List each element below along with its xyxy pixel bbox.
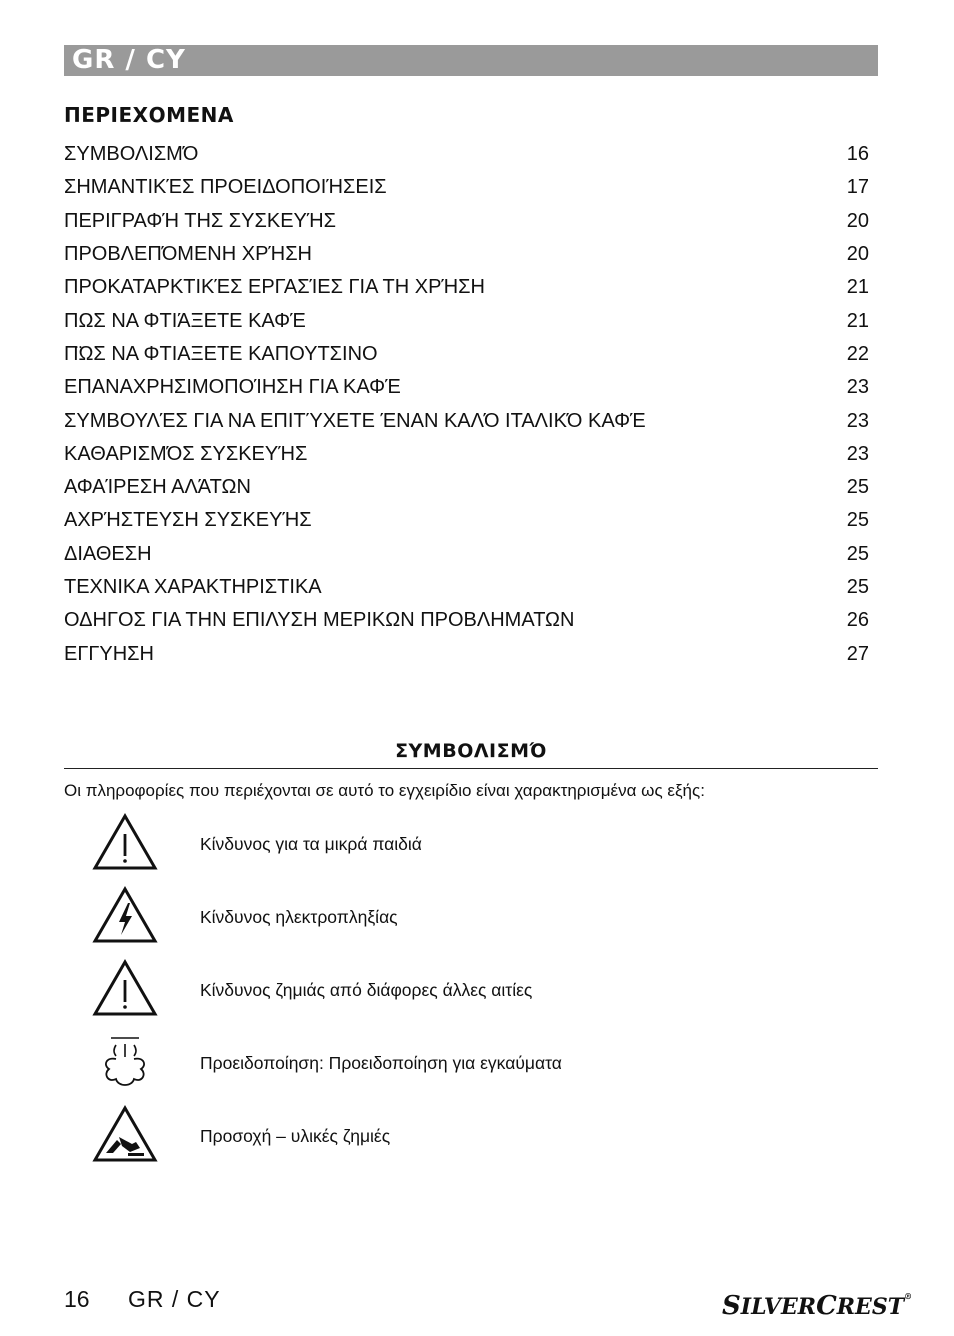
toc-entry[interactable] <box>64 138 869 171</box>
symbols-intro: Οι πληροφορίες που περιέχονται σε αυτό το εγχειρίδιο είναι χαρακτηρισμένα ως εξής: <box>64 781 705 800</box>
toc-entry[interactable] <box>64 304 869 337</box>
toc-entry[interactable] <box>64 471 869 504</box>
toc-entry-page: 23 <box>846 376 869 399</box>
language-label: GR / CY <box>72 45 186 75</box>
toc-title: ΠΕΡΙΕΧΟΜΕΝΑ <box>64 103 234 127</box>
toc-entry[interactable] <box>64 404 869 437</box>
brand-initial-c: C <box>816 1291 837 1321</box>
toc-entry[interactable] <box>64 637 869 670</box>
toc-entry[interactable] <box>64 171 869 204</box>
toc-entry[interactable] <box>64 504 869 537</box>
symbol-description: Κίνδυνος ζημιάς από διάφορες άλλες αιτίες <box>200 980 533 1000</box>
language-header-bar <box>64 45 878 76</box>
toc-entry-page: 20 <box>846 209 869 232</box>
toc-entry-label: ΣΥΜΒΟΛΙΣΜΌ <box>64 143 199 166</box>
toc-entry-page: 23 <box>846 442 869 465</box>
warning-exclamation-icon <box>92 958 158 1022</box>
hot-steam-icon <box>92 1031 158 1095</box>
toc-entry-label: ΚΑΘΑΡΙΣΜΌΣ ΣΥΣΚΕΥΉΣ <box>64 442 308 465</box>
registered-mark: ® <box>904 1291 913 1301</box>
section-divider <box>64 768 878 769</box>
page-number: 16 <box>64 1286 90 1312</box>
toc-entry-label: ΟΔΗΓΟΣ ΓΙΑ ΤΗΝ ΕΠΙΛΥΣΗ ΜΕΡΙΚΩΝ ΠΡΟΒΛΗΜΑΤΩΝ <box>64 609 575 632</box>
toc-entry-page: 21 <box>846 309 869 332</box>
toc-entry[interactable] <box>64 238 869 271</box>
toc-entry-label: ΠΡΟΚΑΤΑΡΚΤΙΚΈΣ ΕΡΓΑΣΊΕΣ ΓΙΑ ΤΗ ΧΡΉΣΗ <box>64 276 485 299</box>
symbol-description: Κίνδυνος ηλεκτροπληξίας <box>200 907 398 927</box>
toc-entry-label: ΠΩΣ ΝΑ ΦΤΙΆΞΕΤΕ ΚΑΦΈ <box>64 309 306 332</box>
toc-entry[interactable] <box>64 571 869 604</box>
toc-entry-page: 25 <box>846 576 869 598</box>
toc-entry-page: 23 <box>846 409 869 432</box>
toc-entry[interactable] <box>64 371 869 404</box>
toc-entry-page: 27 <box>846 642 869 665</box>
warning-exclamation-icon <box>92 812 158 876</box>
table-of-contents <box>64 138 869 671</box>
brand-initial-s: S <box>722 1291 741 1321</box>
toc-entry-page: 16 <box>846 143 869 166</box>
brand-logo <box>722 1291 912 1321</box>
brand-part-crest: REST <box>836 1294 905 1320</box>
toc-entry-page: 26 <box>846 609 869 632</box>
section-title: ΣΥΜΒΟΛΙΣΜΌ <box>395 740 547 762</box>
electric-shock-icon <box>92 885 158 949</box>
toc-entry-label: ΕΓΓΥΗΣΗ <box>64 642 154 665</box>
toc-entry[interactable] <box>64 338 869 371</box>
toc-entry-label: ΠΡΟΒΛΕΠΌΜΕΝΗ ΧΡΉΣΗ <box>64 243 312 266</box>
toc-entry[interactable] <box>64 271 869 304</box>
toc-entry-label: ΕΠΑΝΑΧΡΗΣΙΜΟΠΟΊΗΣΗ ΓΙΑ ΚΑΦΈ <box>64 376 401 399</box>
symbol-description: Προσοχή – υλικές ζημιές <box>200 1126 391 1146</box>
footer-language-label: GR / CY <box>128 1286 221 1312</box>
toc-entry[interactable] <box>64 604 869 637</box>
symbol-row <box>64 885 878 949</box>
toc-entry-page: 17 <box>846 176 869 199</box>
toc-entry-page: 25 <box>846 509 869 532</box>
symbol-row <box>64 1104 878 1168</box>
toc-entry[interactable] <box>64 438 869 471</box>
symbol-row <box>64 1031 878 1095</box>
toc-entry-label: Π̈ΩΣ ΝΑ ΦΤΙΑΞΕΤΕ ΚΑΠΟΥΤΣΙΝΟ <box>64 342 378 365</box>
toc-entry-page: 25 <box>846 542 869 565</box>
symbol-row <box>64 812 878 876</box>
toc-entry-page: 25 <box>846 476 869 499</box>
brand-part-silver: ILVER <box>740 1294 817 1320</box>
material-damage-icon <box>92 1104 158 1168</box>
toc-entry-label: ΣΗΜΑΝΤΙΚΈΣ ΠΡΟΕΙΔΟΠΟΙΉΣΕΙΣ <box>64 176 387 199</box>
toc-entry-label: ΣΥΜΒΟΥΛΈΣ ΓΙΑ ΝΑ ΕΠΙΤΎΧΕΤΕ ΈΝΑΝ ΚΑΛΌ ΙΤΑΛΙΚΌ ΚΑΦΈ <box>64 409 646 432</box>
toc-entry[interactable] <box>64 205 869 238</box>
toc-entry-label: ΤΕΧΝΙΚΑ ΧΑΡΑΚΤΗΡΙΣΤΙΚΑ <box>64 576 322 598</box>
toc-entry-label: ΑΧΡΉΣΤΕΥΣΗ ΣΥΣΚΕΥΉΣ <box>64 509 312 532</box>
symbol-row <box>64 958 878 1022</box>
toc-entry-page: 22 <box>846 342 869 365</box>
toc-entry[interactable] <box>64 538 869 571</box>
symbol-description: Προειδοποίηση: Προειδοποίηση για εγκαύματα <box>200 1053 562 1073</box>
toc-entry-label: ΑΦΑΊΡΕΣΗ ΑΛΆΤΩΝ <box>64 476 251 499</box>
toc-entry-label: ΔΙΑΘΕΣΗ <box>64 542 152 565</box>
toc-entry-label: ΠΕΡΙΓΡΑΦΉ ΤΗΣ ΣΥΣΚΕΥΉΣ <box>64 209 337 232</box>
toc-entry-page: 21 <box>846 276 869 299</box>
symbol-description: Κίνδυνος για τα μικρά παιδιά <box>200 834 422 854</box>
toc-entry-page: 20 <box>846 243 869 266</box>
